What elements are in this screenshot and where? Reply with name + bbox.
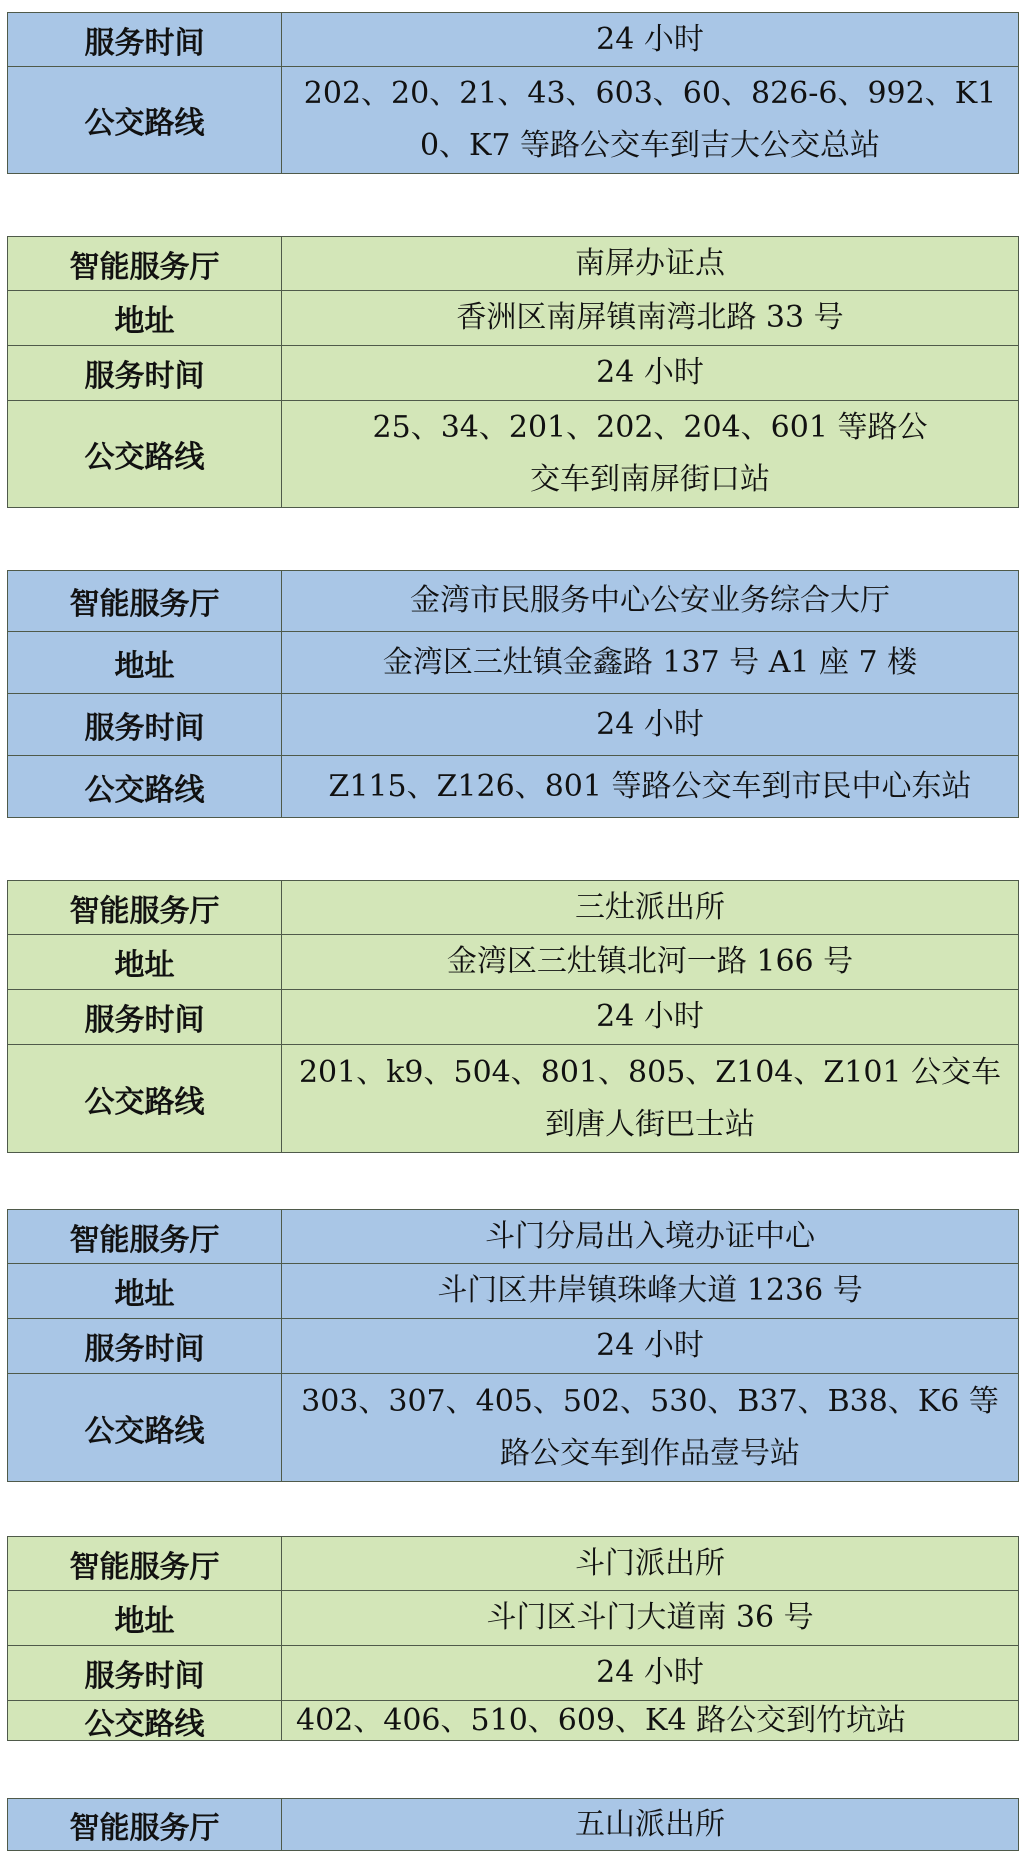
row-label: 地址: [8, 632, 282, 693]
row-value: 303、307、405、502、530、B37、B38、K6 等路公交车到作品壹号站: [301, 1383, 999, 1471]
row-label: 服务时间: [8, 13, 282, 66]
table-row: [7, 1591, 1019, 1646]
row-value: 斗门分局出入境办证中心: [485, 1218, 815, 1254]
row-label: 公交路线: [8, 1374, 282, 1481]
table-row: [7, 1798, 1019, 1851]
table-row: [7, 990, 1019, 1045]
table-row: [7, 570, 1019, 632]
row-value: 24 小时: [596, 1328, 704, 1363]
table-row: [7, 1646, 1019, 1701]
table-row: [7, 694, 1019, 756]
row-label: 地址: [8, 1264, 282, 1318]
table-row: [7, 632, 1019, 694]
row-value: 金湾市民服务中心公安业务综合大厅: [410, 583, 890, 618]
row-value: 南屏办证点: [575, 245, 725, 281]
row-label: 公交路线: [8, 1045, 282, 1152]
row-value: 202、20、21、43、603、60、826-6、992、K10、K7 等路公交车到吉大公交总站: [303, 76, 997, 163]
table-row: [7, 1319, 1019, 1374]
row-label: 公交路线: [8, 756, 282, 817]
row-label: 地址: [8, 291, 282, 345]
row-label: 地址: [8, 1591, 282, 1645]
table-row: [7, 880, 1019, 935]
row-label: 服务时间: [8, 694, 282, 755]
table-row: [7, 1264, 1019, 1319]
row-label: 服务时间: [8, 346, 282, 400]
row-value: 五山派出所: [575, 1806, 725, 1842]
row-value: 斗门区井岸镇珠峰大道 1236 号: [437, 1273, 863, 1308]
row-label: 公交路线: [8, 67, 282, 173]
row-value: 三灶派出所: [575, 889, 725, 925]
row-value: 24 小时: [596, 355, 704, 390]
table-row: [7, 935, 1019, 990]
table-row: [7, 236, 1019, 291]
row-value: 金湾区三灶镇北河一路 166 号: [446, 944, 854, 979]
table-row: [7, 12, 1019, 67]
row-label: 智能服务厅: [8, 1210, 282, 1263]
row-value: 24 小时: [596, 999, 704, 1034]
table-row: [7, 756, 1019, 818]
row-value: 24 小时: [596, 1655, 704, 1690]
row-label: 智能服务厅: [8, 237, 282, 290]
table-row: [7, 1701, 1019, 1741]
row-value: 斗门区斗门大道南 36 号: [486, 1600, 814, 1635]
row-label: 公交路线: [8, 1701, 282, 1740]
row-value: 金湾区三灶镇金鑫路 137 号 A1 座 7 楼: [382, 644, 918, 680]
table-row: [7, 401, 1019, 508]
row-label: 服务时间: [8, 990, 282, 1044]
row-label: 智能服务厅: [8, 571, 282, 631]
row-label: 智能服务厅: [8, 881, 282, 934]
row-value: 201、k9、504、801、805、Z104、Z101 公交车到唐人街巴士站: [298, 1054, 1002, 1142]
table-row: [7, 1045, 1019, 1153]
table-row: [7, 346, 1019, 401]
row-label: 地址: [8, 935, 282, 989]
table-row: [7, 1536, 1019, 1591]
row-value: Z115、Z126、801 等路公交车到市民中心东站: [328, 768, 972, 804]
row-value: 402、406、510、609、K4 路公交到竹坑站: [296, 1702, 907, 1738]
row-value: 香洲区南屏镇南湾北路 33 号: [456, 300, 844, 335]
row-value: 斗门派出所: [575, 1545, 725, 1581]
row-label: 智能服务厅: [8, 1799, 282, 1850]
row-label: 智能服务厅: [8, 1537, 282, 1590]
table-row: [7, 291, 1019, 346]
row-label: 服务时间: [8, 1319, 282, 1373]
table-row: [7, 1209, 1019, 1264]
row-label: 公交路线: [8, 401, 282, 507]
table-row: [7, 1374, 1019, 1482]
row-label: 服务时间: [8, 1646, 282, 1700]
row-value: 24 小时: [596, 706, 704, 742]
row-value: 25、34、201、202、204、601 等路公交车到南屏街口站: [372, 410, 928, 497]
table-row: [7, 67, 1019, 174]
row-value: 24 小时: [596, 21, 704, 57]
